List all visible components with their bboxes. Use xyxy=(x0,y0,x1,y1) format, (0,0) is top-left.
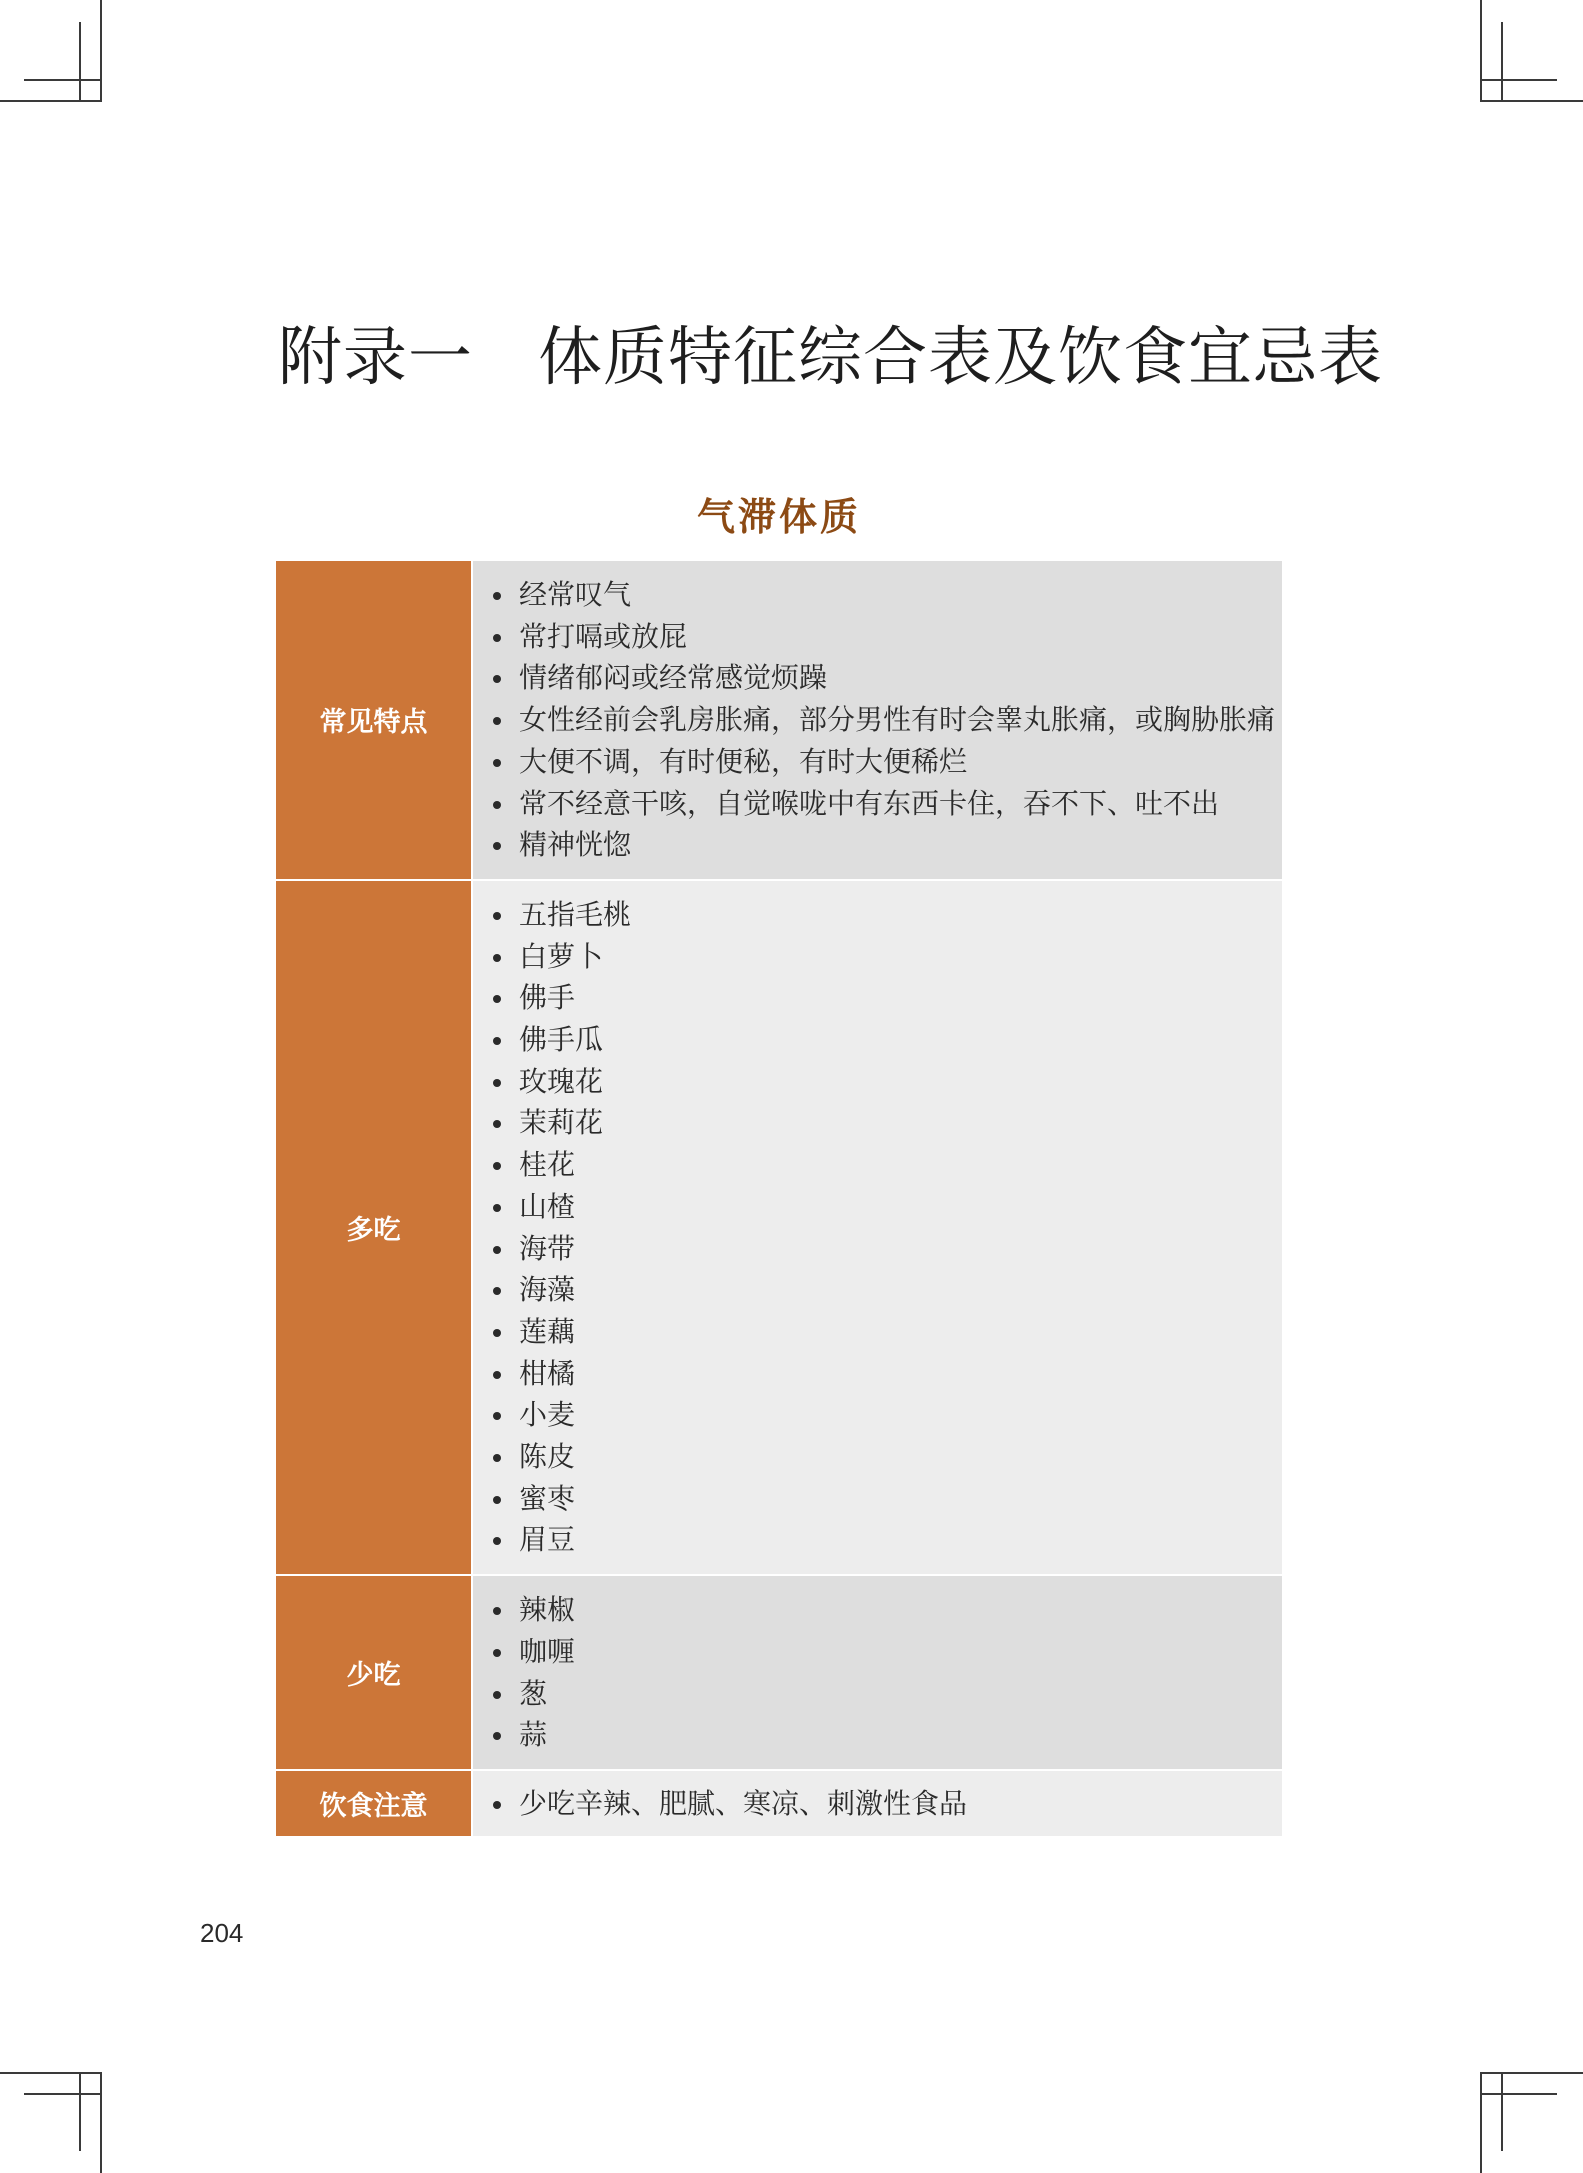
list-item: 葱 xyxy=(489,1673,1282,1715)
row-label: 多吃 xyxy=(276,880,472,1575)
list-item: 玫瑰花 xyxy=(489,1061,1282,1103)
list-item: 精神恍惚 xyxy=(489,824,1282,866)
section-heading: 气滞体质 xyxy=(696,494,861,539)
row-content xyxy=(472,561,1282,880)
list-item: 咖喱 xyxy=(489,1631,1282,1673)
list-item: 蜜枣 xyxy=(489,1478,1282,1520)
crop-mark xyxy=(79,22,81,102)
row-content xyxy=(472,1575,1282,1770)
crop-mark xyxy=(24,2093,101,2095)
row-content xyxy=(472,880,1282,1575)
crop-mark xyxy=(100,0,102,102)
item-list xyxy=(489,1576,1282,1769)
table-row-eat-less xyxy=(276,1575,1282,1770)
list-item: 海带 xyxy=(489,1228,1282,1270)
crop-mark xyxy=(1480,0,1482,102)
crop-mark xyxy=(1480,2093,1557,2095)
row-label: 饮食注意 xyxy=(276,1770,472,1836)
list-item: 莲藕 xyxy=(489,1311,1282,1353)
item-list xyxy=(489,561,1282,879)
crop-mark xyxy=(1480,2072,1482,2173)
list-item: 佛手 xyxy=(489,977,1282,1019)
page-title: 附录一 体质特征综合表及饮食宜忌表 xyxy=(278,320,1383,395)
crop-mark xyxy=(1480,100,1583,102)
list-item: 小麦 xyxy=(489,1394,1282,1436)
list-item: 眉豆 xyxy=(489,1519,1282,1561)
crop-mark xyxy=(24,79,101,81)
list-item: 女性经前会乳房胀痛，部分男性有时会睾丸胀痛，或胸胁胀痛 xyxy=(489,699,1282,741)
crop-mark xyxy=(100,2072,102,2173)
crop-mark xyxy=(0,100,101,102)
row-label: 常见特点 xyxy=(276,561,472,880)
crop-mark xyxy=(79,2072,81,2151)
page-number: 204 xyxy=(200,1918,244,1948)
list-item: 五指毛桃 xyxy=(489,894,1282,936)
list-item: 佛手瓜 xyxy=(489,1019,1282,1061)
list-item: 海藻 xyxy=(489,1269,1282,1311)
table-row-characteristics xyxy=(276,561,1282,880)
crop-mark xyxy=(1480,2072,1583,2074)
list-item: 经常叹气 xyxy=(489,574,1282,616)
list-item: 茉莉花 xyxy=(489,1102,1282,1144)
list-item: 白萝卜 xyxy=(489,936,1282,978)
list-item: 大便不调，有时便秘，有时大便稀烂 xyxy=(489,741,1282,783)
crop-mark xyxy=(1501,22,1503,102)
list-item: 常打嗝或放屁 xyxy=(489,616,1282,658)
list-item: 蒜 xyxy=(489,1714,1282,1756)
list-item: 柑橘 xyxy=(489,1353,1282,1395)
table-row-diet-notes xyxy=(276,1770,1282,1836)
crop-mark xyxy=(1501,2072,1503,2151)
crop-mark xyxy=(0,2072,101,2074)
list-item: 常不经意干咳，自觉喉咙中有东西卡住，吞不下、吐不出 xyxy=(489,783,1282,825)
list-item: 情绪郁闷或经常感觉烦躁 xyxy=(489,657,1282,699)
table-row-eat-more xyxy=(276,880,1282,1575)
list-item: 桂花 xyxy=(489,1144,1282,1186)
list-item: 山楂 xyxy=(489,1186,1282,1228)
constitution-table xyxy=(276,561,1282,1836)
crop-mark xyxy=(1480,79,1557,81)
list-item: 少吃辛辣、肥腻、寒凉、刺激性食品 xyxy=(489,1783,1282,1825)
item-list xyxy=(489,1772,1282,1836)
row-label: 少吃 xyxy=(276,1575,472,1770)
list-item: 辣椒 xyxy=(489,1589,1282,1631)
list-item: 陈皮 xyxy=(489,1436,1282,1478)
item-list xyxy=(489,881,1282,1574)
row-content xyxy=(472,1770,1282,1836)
